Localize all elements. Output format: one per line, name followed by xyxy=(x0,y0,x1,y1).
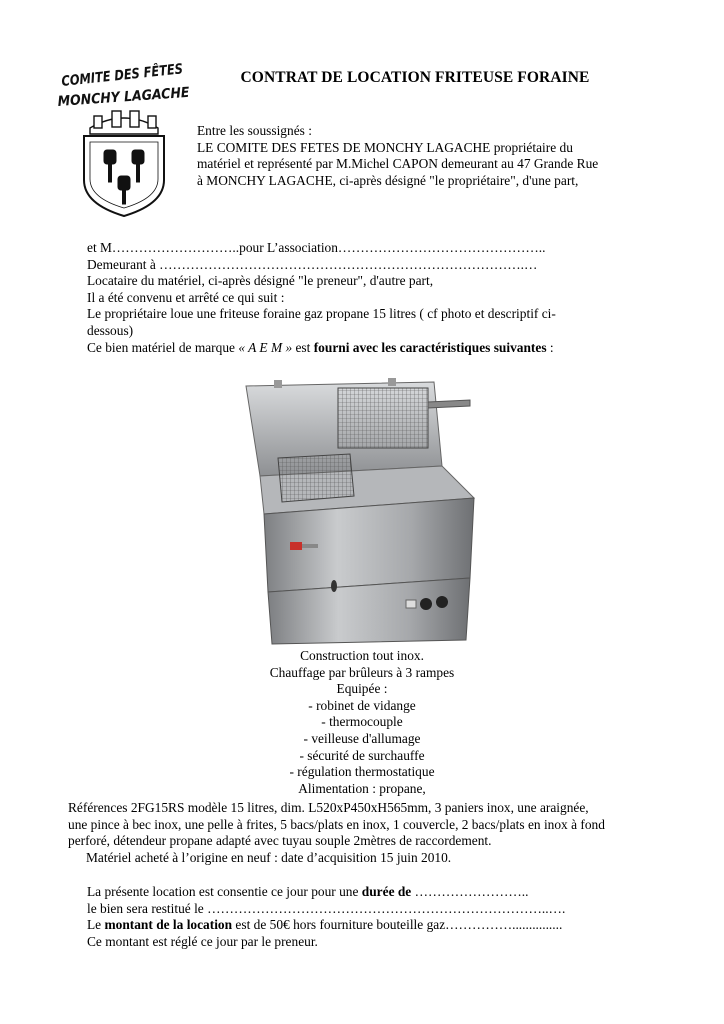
spec-line: - veilleuse d'allumage xyxy=(303,730,421,746)
return-date-line: le bien sera restitué le …………………………………………………………………..…. xyxy=(87,900,566,916)
brand-line xyxy=(87,340,627,357)
tenant-address-line: Demeurant à ……………………………………………………………………….… xyxy=(87,256,538,272)
reference-line: perforé, détendeur propane adapté avec tuyau souple 2mètres de raccordement. xyxy=(68,833,492,849)
spec-line: - robinet de vidange xyxy=(308,697,416,713)
spec-line: - régulation thermostatique xyxy=(289,764,435,780)
brand-post: : xyxy=(546,339,554,355)
amount-blank: ……………............... xyxy=(445,917,563,933)
spec-line: Alimentation : propane, xyxy=(298,780,426,796)
intro-line: à MONCHY LAGACHE, ci-après désigné "le propriétaire", d'une part, xyxy=(197,172,579,188)
document-title: CONTRAT DE LOCATION FRITEUSE FORAINE xyxy=(240,69,590,86)
intro-line: LE COMITE DES FETES DE MONCHY LAGACHE propriétaire du xyxy=(197,139,573,155)
logo-line2: MONCHY LAGACHE xyxy=(57,83,206,110)
amount-line xyxy=(87,917,647,934)
specs-list xyxy=(60,648,664,797)
amount-pre: Le xyxy=(87,917,105,933)
payment-line: Ce montant est réglé ce jour par le preneur. xyxy=(87,933,318,949)
logo-line1: COMITE DES FÊTES xyxy=(60,58,212,90)
tenant-block xyxy=(87,240,627,356)
intro-block xyxy=(197,123,637,189)
reference-line: Références 2FG15RS modèle 15 litres, dim. L520xP450xH565mm, 3 paniers inox, une araignée, xyxy=(68,800,589,815)
spec-line: Construction tout inox. xyxy=(300,648,424,663)
duration-label: durée de xyxy=(361,884,412,899)
brand-pre: Ce bien matériel de marque xyxy=(87,339,239,355)
intro-line: Entre les soussignés : xyxy=(197,123,312,138)
spec-line: - thermocouple xyxy=(321,714,403,730)
fryer-photo xyxy=(238,378,478,644)
amount-value: est de 50€ hors fourniture bouteille gaz xyxy=(232,917,446,933)
reference-line: une pince à bec inox, une pelle à frites, 5 bacs/plats en inox, 1 couvercle, 2 bacs/plats en inox à fond xyxy=(68,816,605,832)
brand-bold: fourni avec les caractéristiques suivantes xyxy=(313,339,547,355)
brand-name: « A E M » xyxy=(238,339,293,355)
tenant-name-line: et M………………………..pour L’association……………………………………….. xyxy=(87,240,546,255)
duration-pre: La présente location est consentie ce jour pour une xyxy=(87,884,362,899)
rental-object-line: Le propriétaire loue une friteuse foraine gaz propane 15 litres ( cf photo et descriptif ci- xyxy=(87,306,556,322)
amount-label: montant de la location xyxy=(104,917,233,933)
agreement-line: Il a été convenu et arrêté ce qui suit : xyxy=(87,289,285,305)
rental-object-line-cont: dessous) xyxy=(87,322,134,338)
spec-line: - sécurité de surchauffe xyxy=(299,747,425,763)
spec-line: Equipée : xyxy=(336,681,388,697)
duration-blank: …………………….. xyxy=(411,884,529,899)
comite-logo xyxy=(54,58,212,220)
terms-block xyxy=(87,884,647,950)
crown-icon xyxy=(90,111,158,134)
acquisition-line: Matériel acheté à l’origine en neuf : date d’acquisition 15 juin 2010. xyxy=(86,849,452,865)
spec-line: Chauffage par brûleurs à 3 rampes xyxy=(269,664,455,680)
brand-mid: est xyxy=(292,339,314,355)
intro-line: matériel et représenté par M.Michel CAPON demeurant au 47 Grande Rue xyxy=(197,156,599,172)
references-block xyxy=(68,800,668,866)
duration-line xyxy=(87,884,647,901)
tenant-designation: Locataire du matériel, ci-après désigné "le preneur", d'autre part, xyxy=(87,273,434,289)
